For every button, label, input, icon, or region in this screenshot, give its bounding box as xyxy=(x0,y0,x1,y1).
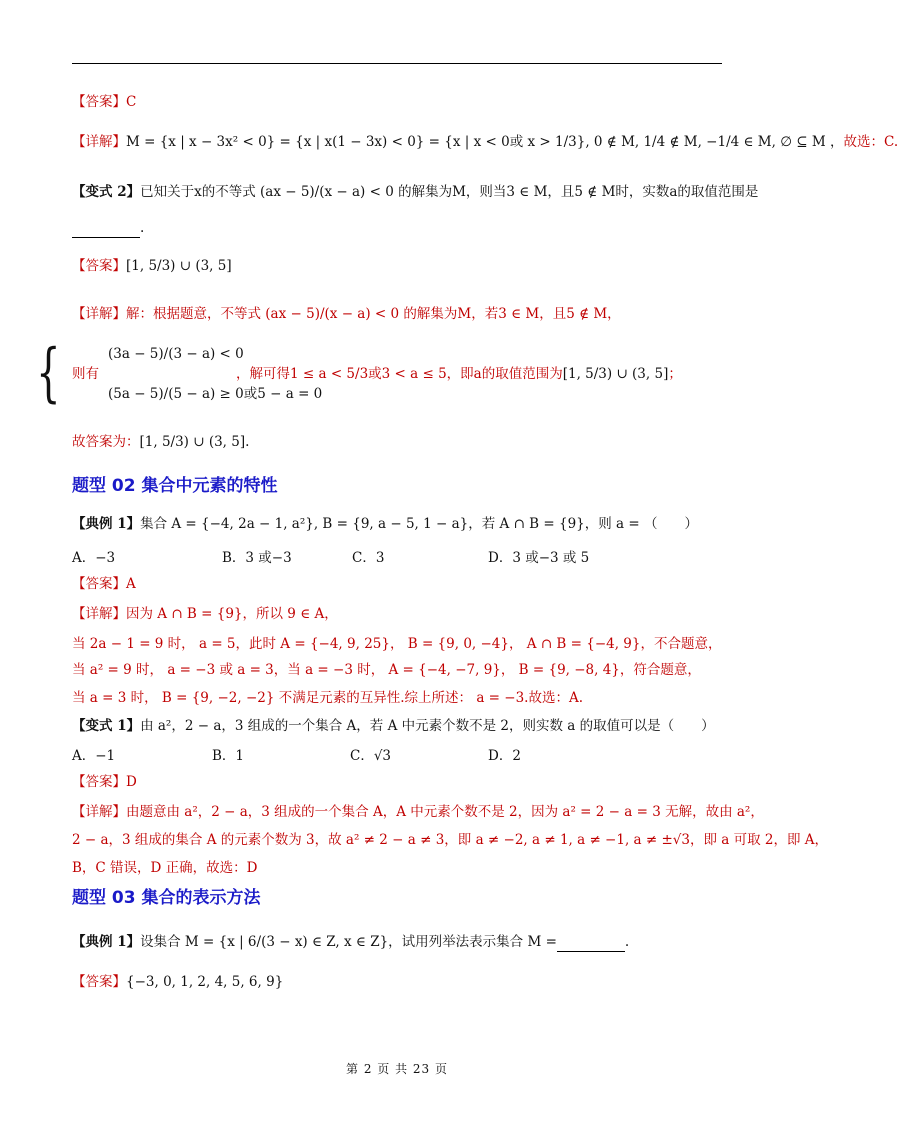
detail-line-2 xyxy=(72,304,732,324)
answer-value: A xyxy=(126,576,136,592)
detail-tag: 【详解】 xyxy=(72,306,126,322)
variant2-text: 已知关于x的不等式 (ax − 5)/(x − a) < 0 的解集为M，则当3 ∈ M，且5 ∉ M时，实数a的取值范围是 xyxy=(140,184,759,200)
system-eq-1-text: (3a − 5)/(3 − a) < 0 xyxy=(108,346,244,362)
answer-tag: 【答案】 xyxy=(72,258,126,274)
detail-line-3b: 当 2a − 1 = 9 时， a = 5，此时 A = {−4, 9, 25}， B = {9, 0, −4}， A ∩ B = {−4, 9}，不合题意， xyxy=(72,636,722,652)
example1-tag: 【典例 1】 xyxy=(72,516,141,532)
detail-text: 由题意由 a²，2 − a，3 组成的一个集合 A，A 中元素个数不是 2，因为 a² = 2 − a = 3 无解，故由 a²， xyxy=(126,804,764,820)
solve-text: ，解可得1 ≤ a < 5/3或3 < a ≤ 5，即a的取值范围为 xyxy=(236,366,563,382)
example2-text: 设集合 M = {x | 6/(3 − x) ∈ Z, x ∈ Z}，试用列举法表示集合 M = xyxy=(140,934,557,950)
detail-conclusion: 故选：C. xyxy=(843,134,898,150)
answer-blank xyxy=(557,937,625,952)
detail-line-3d: 当 a = 3 时， B = {9, −2, −2} 不满足元素的互异性.综上所述： a = −3.故选：A. xyxy=(72,690,584,706)
answer-value: {−3, 0, 1, 2, 4, 5, 6, 9} xyxy=(126,974,284,990)
answer-tag: 【答案】 xyxy=(72,974,126,990)
answer-line-2 xyxy=(72,256,732,276)
example2-end: . xyxy=(624,934,630,950)
final-answer-line xyxy=(72,432,732,452)
example2-tag: 【典例 1】 xyxy=(72,934,141,950)
variant1-tag: 【变式 1】 xyxy=(72,718,141,734)
variant1-question xyxy=(72,716,732,736)
system-eq-1 xyxy=(108,344,288,364)
answer-value: D xyxy=(126,774,137,790)
then-label: 则有 xyxy=(72,366,99,382)
detail-solve xyxy=(236,364,736,384)
answer-line-1 xyxy=(72,92,732,112)
answer-value: [1, 5/3) ∪ (3, 5] xyxy=(126,258,232,274)
option-d: D．2 xyxy=(488,748,521,764)
variant2-tag: 【变式 2】 xyxy=(72,184,141,200)
detail-line-3c: 当 a² = 9 时， a = −3 或 a = 3，当 a = −3 时， A = {−4, −7, 9}， B = {9, −8, 4}，符合题意， xyxy=(72,662,701,678)
option-a: A．−3 xyxy=(72,550,116,566)
detail-text: 解：根据题意，不等式 (ax − 5)/(x − a) < 0 的解集为M，若3 ∈ M，且5 ∉ M， xyxy=(126,306,621,322)
answer-blank xyxy=(72,223,140,238)
system-brace: { xyxy=(36,336,61,410)
option-c: C．3 xyxy=(352,550,385,566)
detail-line-4c: B，C 错误，D 正确，故选：D xyxy=(72,860,258,876)
page-footer: 第 2 页 共 23 页 xyxy=(346,1062,448,1076)
final-value: [1, 5/3) ∪ (3, 5]. xyxy=(139,434,250,450)
variant2-blank-line xyxy=(72,218,732,238)
detail-line-4b: 2 − a，3 组成的集合 A 的元素个数为 3，故 a² ≠ 2 − a ≠ 3，即 a ≠ −2, a ≠ 1, a ≠ −1, a ≠ ±√3，即 a 可取 2，即 A， xyxy=(72,832,829,848)
system-eq-2-text: (5a − 5)/(5 − a) ≥ 0或5 − a = 0 xyxy=(108,386,323,402)
answer-tag: 【答案】 xyxy=(72,94,126,110)
detail-math: M = {x | x − 3x² < 0} = {x | x(1 − 3x) < 0} = {x | x < 0或 x > 1/3}, 0 ∉ M, 1/4 ∉ M, −1/4 ∈ M, ∅ ⊆ M ， xyxy=(126,134,844,150)
detail-tag: 【详解】 xyxy=(72,134,126,150)
detail-line-3a xyxy=(72,604,732,624)
section-heading-03: 题型 03 集合的表示方法 xyxy=(72,888,261,908)
detail-tag: 【详解】 xyxy=(72,804,126,820)
answer-tag: 【答案】 xyxy=(72,576,126,592)
option-b: B．1 xyxy=(212,748,245,764)
semicolon: ； xyxy=(668,366,682,382)
example2-question xyxy=(72,932,732,952)
option-b: B．3 或−3 xyxy=(222,550,292,566)
variant2-end: . xyxy=(140,220,145,236)
section-heading-02: 题型 02 集合中元素的特性 xyxy=(72,476,278,496)
answer-line-3 xyxy=(72,574,732,594)
detail-line-4a xyxy=(72,802,764,822)
detail-line-1 xyxy=(72,132,898,152)
answer-line-5 xyxy=(72,972,732,992)
option-c: C．√3 xyxy=(350,748,392,764)
answer-value: C xyxy=(126,94,137,110)
detail-tag: 【详解】 xyxy=(72,606,126,622)
example1-text: 集合 A = {−4, 2a − 1, a²}, B = {9, a − 5, 1 − a}，若 A ∩ B = {9}，则 a = （ ） xyxy=(140,516,698,532)
example1-question xyxy=(72,514,732,534)
range-value: [1, 5/3) ∪ (3, 5] xyxy=(562,366,669,382)
answer-line-4 xyxy=(72,772,732,792)
header-rule xyxy=(72,63,722,64)
variant1-text: 由 a²，2 − a，3 组成的一个集合 A，若 A 中元素个数不是 2，则实数 a 的取值可以是（ ） xyxy=(140,718,715,734)
answer-tag: 【答案】 xyxy=(72,774,126,790)
option-a: A．−1 xyxy=(72,748,116,764)
system-eq-2 xyxy=(108,384,328,404)
detail-text: 因为 A ∩ B = {9}，所以 9 ∈ A， xyxy=(126,606,338,622)
variant2-question xyxy=(72,182,759,202)
final-label: 故答案为： xyxy=(72,434,140,450)
option-d: D．3 或−3 或 5 xyxy=(488,550,590,566)
